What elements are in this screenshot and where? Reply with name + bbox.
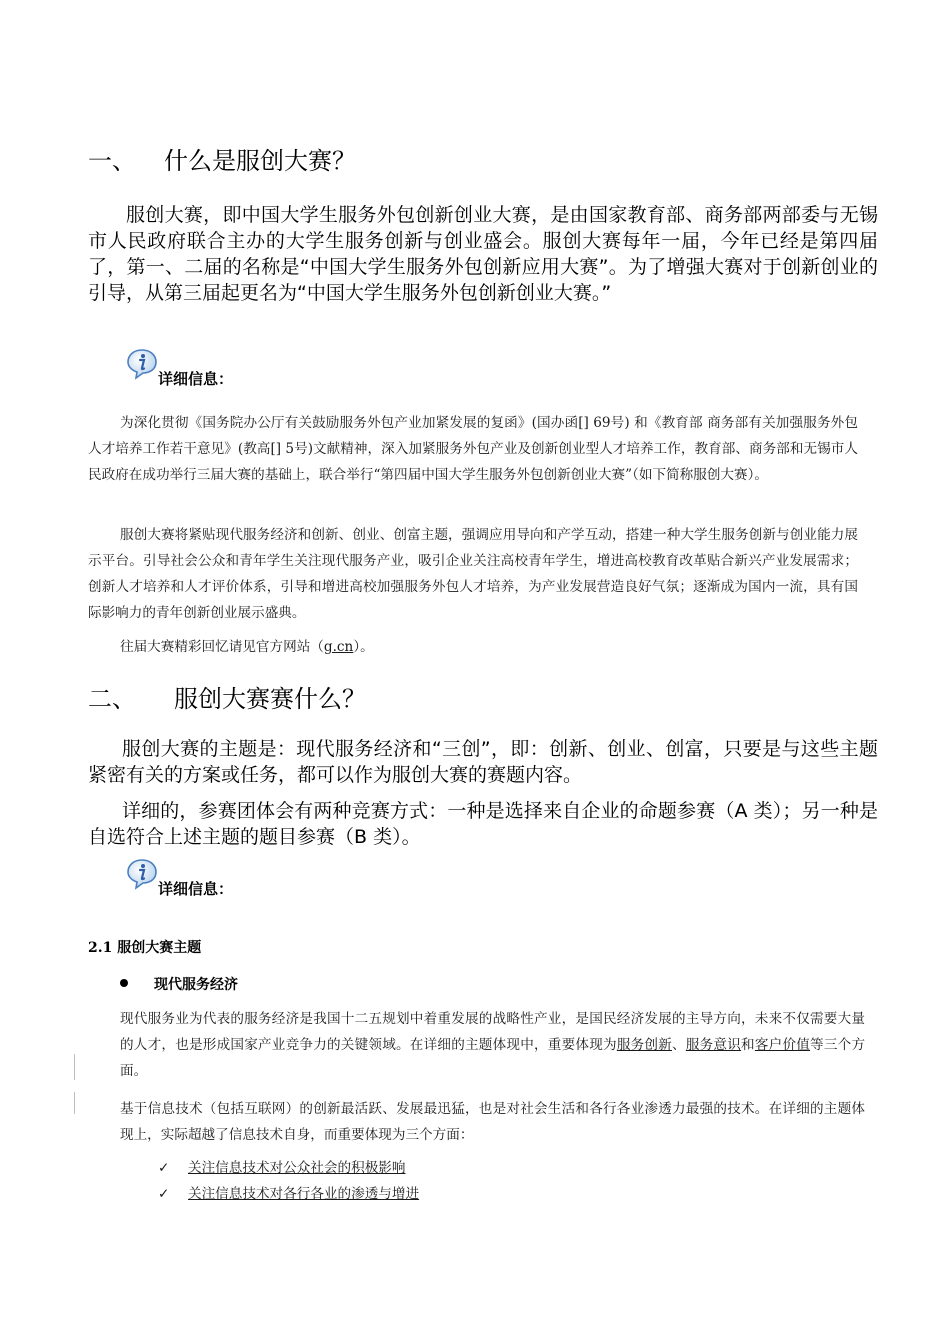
info-callout-2 bbox=[126, 858, 326, 898]
check-item-2 bbox=[158, 1182, 419, 1202]
section-2-paragraph-1: 服创大赛的主题是：现代服务经济和“三创”，即：创新、创业、创富，只要是与这些主题紧密有关的方案或任务，都可以作为服创大赛的赛题内容。 bbox=[88, 738, 878, 786]
website-suffix: ）。 bbox=[353, 639, 374, 655]
website-prefix: 往届大赛精彩回忆请见官方网站（ bbox=[120, 639, 324, 655]
p-a-text: 现代服务业为代表的服务经济是我国十二五规划中着重发展的战略性产业，是国民经济发展的主导方向，未来不仅需要大量的人才，也是形成国家产业竞争力的关键领域。在详细的主题体现中，重要体现为 bbox=[120, 1011, 865, 1053]
section-2-heading bbox=[88, 684, 366, 714]
section-2-number: 二、 bbox=[88, 685, 136, 713]
section-2-title: 服创大赛赛什么？ bbox=[174, 685, 366, 713]
revision-bar bbox=[74, 1054, 75, 1080]
revision-bar bbox=[74, 1092, 75, 1114]
detail-paragraph-2: 服创大赛将紧贴现代服务经济和创新、创业、创富主题，强调应用导向和产学互动，搭建一种大学生服务创新与创业能力展示平台。引导社会公众和青年学生关注现代服务产业，吸引企业关注高校青年学生，增进高校教育改革贴合新兴产业发展需求；创新人才培养和人才评价体系，引导和增进高校加强服务外包人才培养，为产业发展营造良好气氛；逐渐成为国内一流，具有国际影响力的青年创新创业展示盛典。 bbox=[88, 527, 858, 621]
link-service-innovation[interactable]: 服务创新 bbox=[616, 1037, 673, 1053]
link-customer-value[interactable]: 客户价值 bbox=[754, 1037, 811, 1053]
it-paragraph: 基于信息技术（包括互联网）的创新最活跃、发展最迅猛，也是对社会生活和各行各业渗透力最强的技术。在详细的主题体现上，实际超越了信息技术自身，而重要体现为三个方面： bbox=[120, 1101, 865, 1143]
check-icon: ✓ bbox=[158, 1186, 170, 1202]
section-1-heading bbox=[88, 146, 356, 176]
detail-paragraph-1: 为深化贯彻《国务院办公厅有关鼓励服务外包产业加紧发展的复函》(国办函[] 69号) 和《教育部 商务部有关加强服务外包人才培养工作若干意见》(教高[] 5号)文献精神，深入加紧服务外包产业及创新创业型人才培养工作，教育部、商务部和无锡市人民政府在成功举行三届大赛的基础上，联合举行“第四届中国大学生服务外包创新创业大赛”（如下简称服创大赛）。 bbox=[88, 415, 858, 483]
section-1-number: 一、 bbox=[88, 147, 136, 175]
info-icon bbox=[126, 858, 158, 890]
check-icon: ✓ bbox=[158, 1160, 170, 1176]
bullet-text: 现代服务经济 bbox=[154, 977, 238, 993]
section-1-title: 什么是服创大赛？ bbox=[164, 147, 356, 175]
subsection-2-1-heading: 2.1 服创大赛主题 bbox=[88, 940, 202, 956]
section-1-paragraph: 服创大赛，即中国大学生服务外包创新创业大赛，是由国家教育部、商务部两部委与无锡市人民政府联合主办的大学生服务创新与创业盛会。服创大赛每年一届，今年已经是第四届了，第一、二届的名称是“中国大学生服务外包创新应用大赛”。为了增强大赛对于创新创业的引导，从第三届起更名为“中国大学生服务外包创新创业大赛。” bbox=[88, 204, 878, 304]
link-service-awareness[interactable]: 服务意识 bbox=[685, 1037, 742, 1053]
p-a-end: 等三个方面。 bbox=[120, 1037, 866, 1079]
bullet-dot-icon bbox=[120, 979, 128, 987]
section-2-paragraph-2: 详细的，参赛团体会有两种竞赛方式：一种是选择来自企业的命题参赛（A 类）；另一种是自选符合上述主题的题目参赛（B 类）。 bbox=[88, 800, 878, 848]
p-a-sep1: 、 bbox=[672, 1037, 686, 1053]
check-item-1 bbox=[158, 1156, 406, 1176]
info-callout-1 bbox=[126, 348, 326, 388]
bullet-item bbox=[120, 974, 238, 994]
check-item-1-text: 关注信息技术对公众社会的积极影响 bbox=[188, 1160, 406, 1176]
service-economy-paragraph bbox=[120, 1006, 865, 1084]
info-label-2: 详细信息： bbox=[158, 880, 234, 898]
website-line bbox=[88, 634, 858, 660]
website-link[interactable]: g.cn bbox=[323, 639, 354, 655]
p-a-sep2: 和 bbox=[741, 1037, 755, 1053]
check-item-2-text: 关注信息技术对各行各业的渗透与增进 bbox=[188, 1186, 420, 1202]
info-label-1: 详细信息： bbox=[158, 370, 234, 388]
info-icon bbox=[126, 348, 158, 380]
